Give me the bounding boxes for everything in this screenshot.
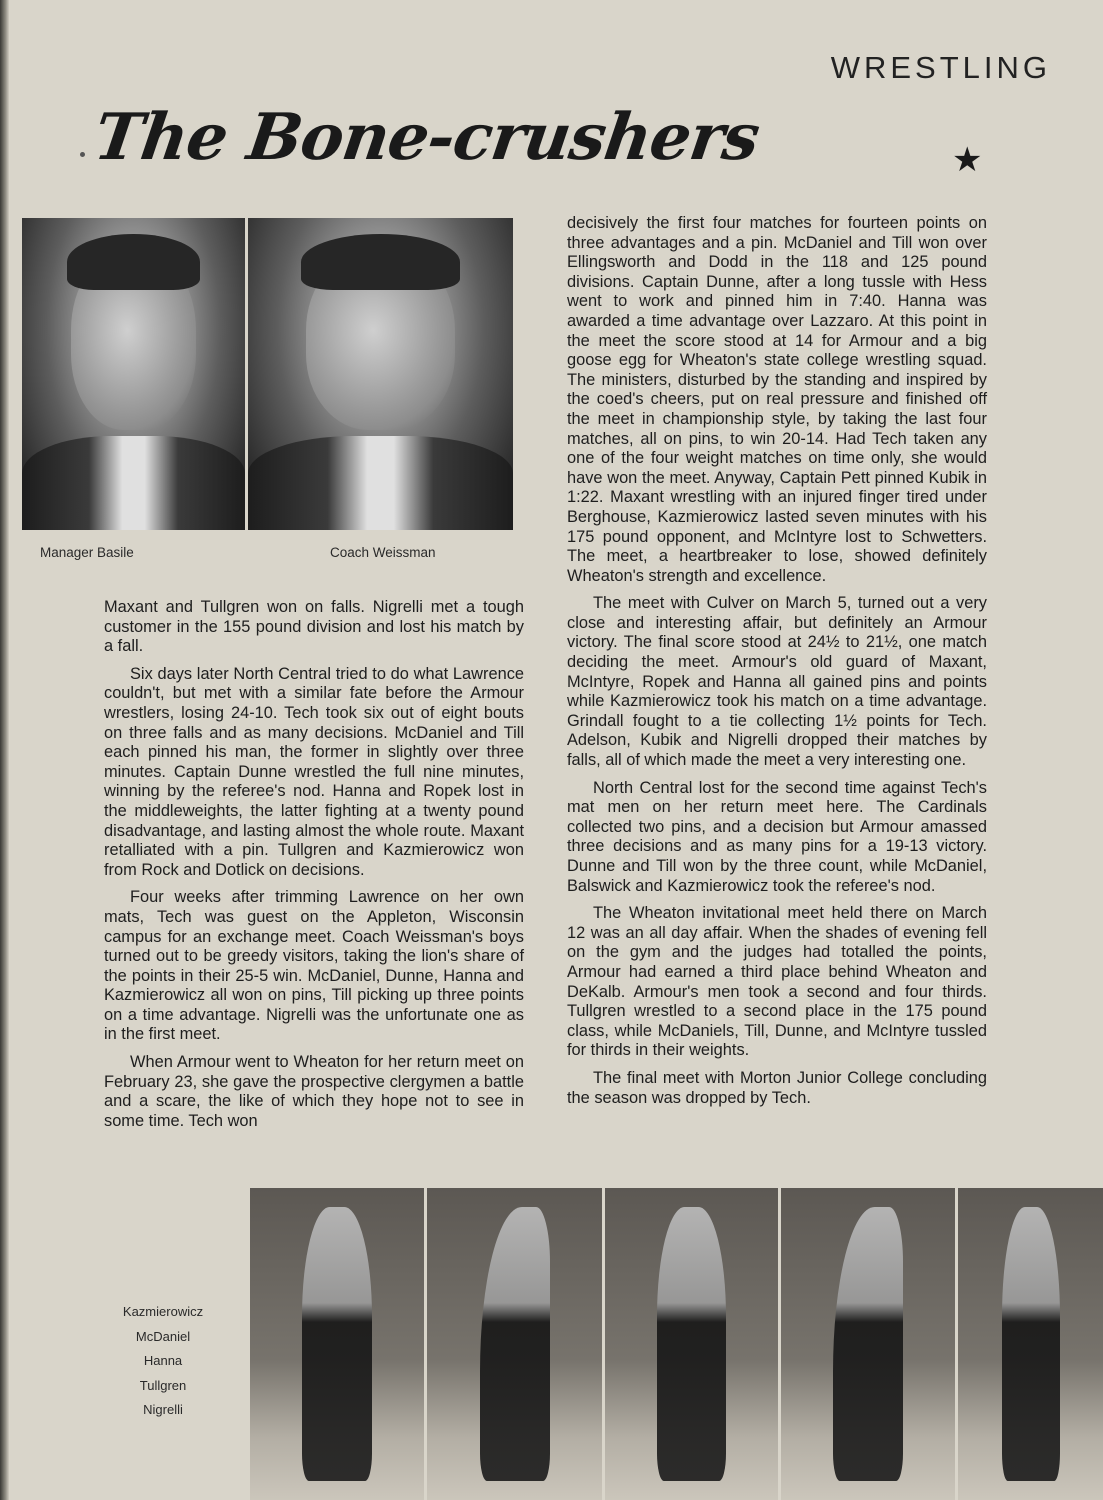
portrait-coach-weissman: [248, 218, 513, 530]
wrestler-name: Tullgren: [139, 1377, 187, 1393]
wrestler-photo: [250, 1188, 424, 1500]
page-binding-edge: [0, 0, 9, 1500]
left-column-text: [104, 598, 524, 1139]
portrait-caption: Manager Basile: [40, 545, 134, 560]
paragraph: The final meet with Morton Junior College concluding the season was dropped by Tech.: [567, 1068, 987, 1107]
star-icon: ★: [952, 141, 983, 179]
page-title: The Bone-crushers: [89, 100, 764, 175]
paragraph: decisively the first four matches for fourteen points on three advantages and a pin. McDaniel and Till won over Ellingsworth and Dodd in the 118 and 125 pound divisions. Captain Dunne, after a long tussle with Hess went to work and pinned him in 7:40. Hanna was awarded a time advantage over Lazzaro. At this point in the meet the score stood at 14 for Armour and a big goose egg for Wheaton's state college wrestling squad. The ministers, disturbed by the standing and inspired by the coed's cheers, put on real pressure and finished off the meet in championship style, by taking the last four matches, all on pins, to win 20-14. Had Tech taken any one of the four weight matches on time only, she would have won the meet. Anyway, Captain Pett pinned Kubik in 1:22. Maxant wrestling with an injured finger tired under Berghouse, Kazmierowicz lasted seven minutes with his 175 pound opponent, and McIntyre lost to Schwetters. The meet, a heartbreaker to lose, showed definitely Wheaton's strength and excellence.: [567, 214, 987, 585]
right-column-text: [567, 214, 987, 1116]
paragraph: Four weeks after trimming Lawrence on her own mats, Tech was guest on the Appleton, Wisconsin campus for an exchange meet. Coach Weissman's boys turned out to be greedy visitors, taking the lion's share of the points in their 25-5 win. McDaniel, Dunne, Hanna and Kazmierowicz all won on pins, Till picking up three points on a time advantage. Nigrelli was the unfortunate one as in the first meet.: [104, 888, 524, 1044]
portrait-manager-basile: [22, 218, 245, 530]
paragraph: The meet with Culver on March 5, turned out a very close and interesting affair, but definitely an Armour victory. The final score stood at 24½ to 21½, one match deciding the meet. Armour's old guard of Maxant, McIntyre, Ropek and Hanna all gained pins and points while Kazmierowicz took his match on a time advantage. Grindall fought to a tie collecting 1½ points for Tech. Adelson, Kubik and Nigrelli dropped their matches by falls, all of which made the meet a very interesting one.: [567, 594, 987, 770]
paragraph: The Wheaton invitational meet held there on March 12 was an all day affair. When the shades of evening fell on the gym and the judges had totalled the points, Armour had earned a third place behind Wheaton and DeKalb. Armour's men took a second and four thirds. Tullgren wrestled to a second place in the 175 pound class, while McDaniels, Till, Dunne, and McIntyre tussled for thirds in their weights.: [567, 904, 987, 1060]
section-heading: WRESTLING: [830, 50, 1051, 85]
paragraph: Maxant and Tullgren won on falls. Nigrelli met a tough customer in the 155 pound division and lost his match by a fall.: [104, 598, 524, 656]
wrestler-name: Hanna: [143, 1353, 183, 1368]
portrait-caption: Coach Weissman: [330, 545, 436, 560]
ornament-dot: [80, 152, 85, 157]
paragraph: North Central lost for the second time against Tech's mat men on her return meet here. The Cardinals collected two pins, and a decision but Armour amassed three decisions and as many pins for a 19-13 victory. Dunne and Till won by the three count, while McDaniel, Balswick and Kazmierowicz took the referee's nod.: [567, 778, 987, 895]
wrestler-name: McDaniel: [135, 1328, 191, 1344]
wrestler-photo: [605, 1188, 778, 1500]
paragraph: When Armour went to Wheaton for her return meet on February 23, she gave the prospective clergymen a battle and a scare, the like of which they hope not to see in some time. Tech won: [104, 1053, 524, 1130]
wrestler-photo: [781, 1188, 955, 1500]
wrestler-names: [100, 1300, 226, 1423]
paragraph: Six days later North Central tried to do what Lawrence couldn't, but met with a similar fate before the Armour wrestlers, losing 24-10. Tech took six out of eight bouts on three falls and as many decisions. McDaniel and Till each pinned his man, the former in slightly over three minutes. Captain Dunne wrestled the full nine minutes, winning by the referee's nod. Hanna and Ropek lost in the middleweights, the latter fighting at a twenty pound disadvantage, and lasting almost the whole route. Maxant retalliated with a pin. Tullgren and Kazmierowicz won from Rock and Dotlick on decisions.: [104, 664, 524, 879]
wrestler-photo: [427, 1188, 602, 1500]
wrestler-photo: [958, 1188, 1103, 1500]
wrestler-name: Nigrelli: [143, 1402, 183, 1417]
wrestler-name: Kazmierowicz: [122, 1304, 204, 1319]
